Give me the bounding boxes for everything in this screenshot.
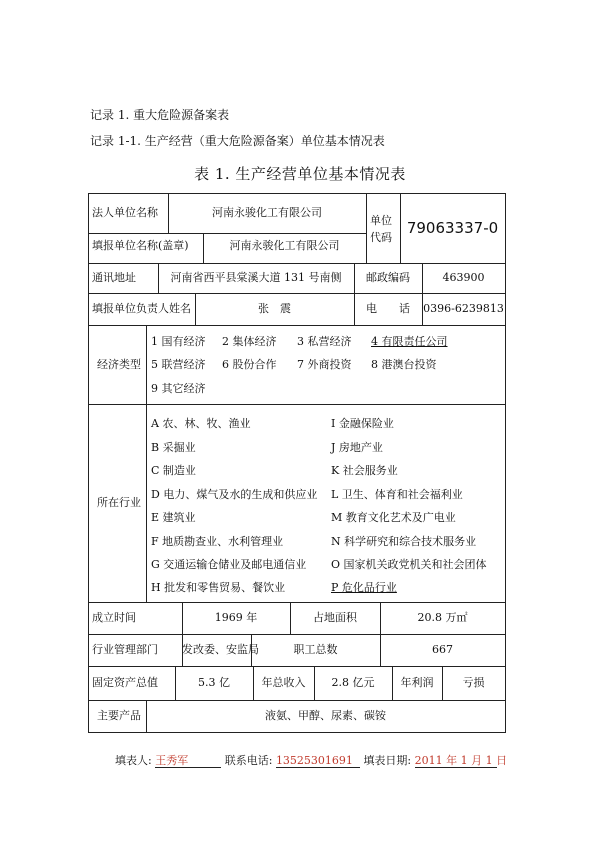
industry-item: I 金融保险业 bbox=[331, 417, 394, 430]
record-heading-1: 记录 1. 重大危险源备案表 bbox=[90, 108, 230, 122]
industry-item-selected: P 危化品行业 bbox=[331, 581, 397, 594]
postcode-label: 邮政编码 bbox=[366, 271, 410, 284]
econ-option: 2 集体经济 bbox=[222, 335, 277, 348]
person-label: 填报单位负责人姓名 bbox=[92, 302, 191, 315]
org-code-label-2: 代码 bbox=[370, 231, 392, 244]
contact-phone-value: 13525301691 bbox=[276, 754, 360, 768]
area-value: 20.8 万㎡ bbox=[417, 611, 468, 624]
industry-item: K 社会服务业 bbox=[331, 464, 398, 477]
industry-item: E 建筑业 bbox=[151, 511, 196, 524]
products-value: 液氨、甲醇、尿素、碳铵 bbox=[265, 709, 386, 722]
income-label: 年总收入 bbox=[261, 676, 306, 689]
dept-label: 行业管理部门 bbox=[92, 643, 158, 656]
table-title: 表 1. 生产经营单位基本情况表 bbox=[194, 165, 406, 183]
industry-item: N 科学研究和综合技术服务业 bbox=[331, 535, 477, 548]
econ-option: 8 港澳台投资 bbox=[371, 358, 437, 371]
address-value: 河南省西平县棠溪大道 131 号南侧 bbox=[170, 271, 342, 284]
assets-value: 5.3 亿 bbox=[198, 676, 230, 689]
assets-label: 固定资产总值 bbox=[92, 676, 158, 689]
industry-item: G 交通运输仓储业及邮电通信业 bbox=[151, 558, 307, 571]
org-code-value: 79063337-0 bbox=[406, 219, 499, 237]
filing-unit-value: 河南永骏化工有限公司 bbox=[229, 239, 340, 252]
econ-option: 1 国有经济 bbox=[151, 335, 206, 348]
staff-label: 职工总数 bbox=[293, 643, 338, 656]
fill-date-value: 2011 年 1 月 1 日 bbox=[414, 754, 508, 767]
record-heading-2: 记录 1-1. 生产经营（重大危险源备案）单位基本情况表 bbox=[90, 134, 385, 148]
profit-value: 亏损 bbox=[462, 676, 485, 689]
person-value: 张 震 bbox=[258, 302, 291, 315]
income-value: 2.8 亿元 bbox=[331, 676, 375, 689]
phone-value: 0396-6239813 bbox=[423, 302, 504, 315]
econ-option: 9 其它经济 bbox=[151, 382, 206, 395]
econ-type-label: 经济类型 bbox=[97, 358, 141, 371]
phone-label: 电 话 bbox=[366, 302, 410, 315]
org-code-label-1: 单位 bbox=[370, 214, 392, 227]
area-label: 占地面积 bbox=[313, 611, 357, 624]
econ-option: 6 股份合作 bbox=[222, 358, 277, 371]
econ-option: 5 联营经济 bbox=[151, 358, 206, 371]
industry-item: C 制造业 bbox=[151, 464, 196, 477]
address-label: 通讯地址 bbox=[92, 271, 136, 284]
industry-item: F 地质勘查业、水利管理业 bbox=[151, 535, 284, 548]
econ-option: 7 外商投资 bbox=[297, 358, 352, 371]
fill-date-label: 填表日期: bbox=[363, 754, 412, 767]
founded-label: 成立时间 bbox=[92, 611, 136, 624]
econ-option: 3 私营经济 bbox=[297, 335, 352, 348]
legal-name-value: 河南永骏化工有限公司 bbox=[212, 206, 322, 219]
filing-unit-label: 填报单位名称(盖章) bbox=[92, 239, 189, 252]
products-label: 主要产品 bbox=[97, 709, 141, 722]
industry-item: B 采掘业 bbox=[151, 441, 196, 454]
industry-item: D 电力、煤气及水的生成和供应业 bbox=[151, 488, 318, 501]
dept-value: 发改委、安监局 bbox=[182, 643, 259, 656]
postcode-value: 463900 bbox=[442, 271, 485, 284]
industry-item: A 农、林、牧、渔业 bbox=[151, 417, 251, 430]
econ-option-selected: 4 有限责任公司 bbox=[371, 335, 448, 348]
industry-item: J 房地产业 bbox=[331, 441, 383, 454]
industry-item: H 批发和零售贸易、餐饮业 bbox=[151, 581, 286, 594]
filler-label: 填表人: bbox=[115, 754, 152, 767]
industry-label: 所在行业 bbox=[97, 496, 141, 509]
staff-value: 667 bbox=[432, 643, 453, 656]
filler-value: 王秀军 bbox=[155, 754, 221, 768]
industry-item: M 教育文化艺术及广电业 bbox=[331, 511, 456, 524]
profit-label: 年利润 bbox=[400, 676, 434, 689]
industry-item: L 卫生、体育和社会福利业 bbox=[331, 488, 463, 501]
contact-phone-label: 联系电话: bbox=[224, 754, 273, 767]
legal-name-label: 法人单位名称 bbox=[92, 206, 158, 219]
industry-item: O 国家机关政党机关和社会团体 bbox=[331, 558, 487, 571]
footer bbox=[115, 752, 508, 768]
basic-info-form bbox=[88, 193, 506, 733]
founded-value: 1969 年 bbox=[214, 611, 258, 624]
